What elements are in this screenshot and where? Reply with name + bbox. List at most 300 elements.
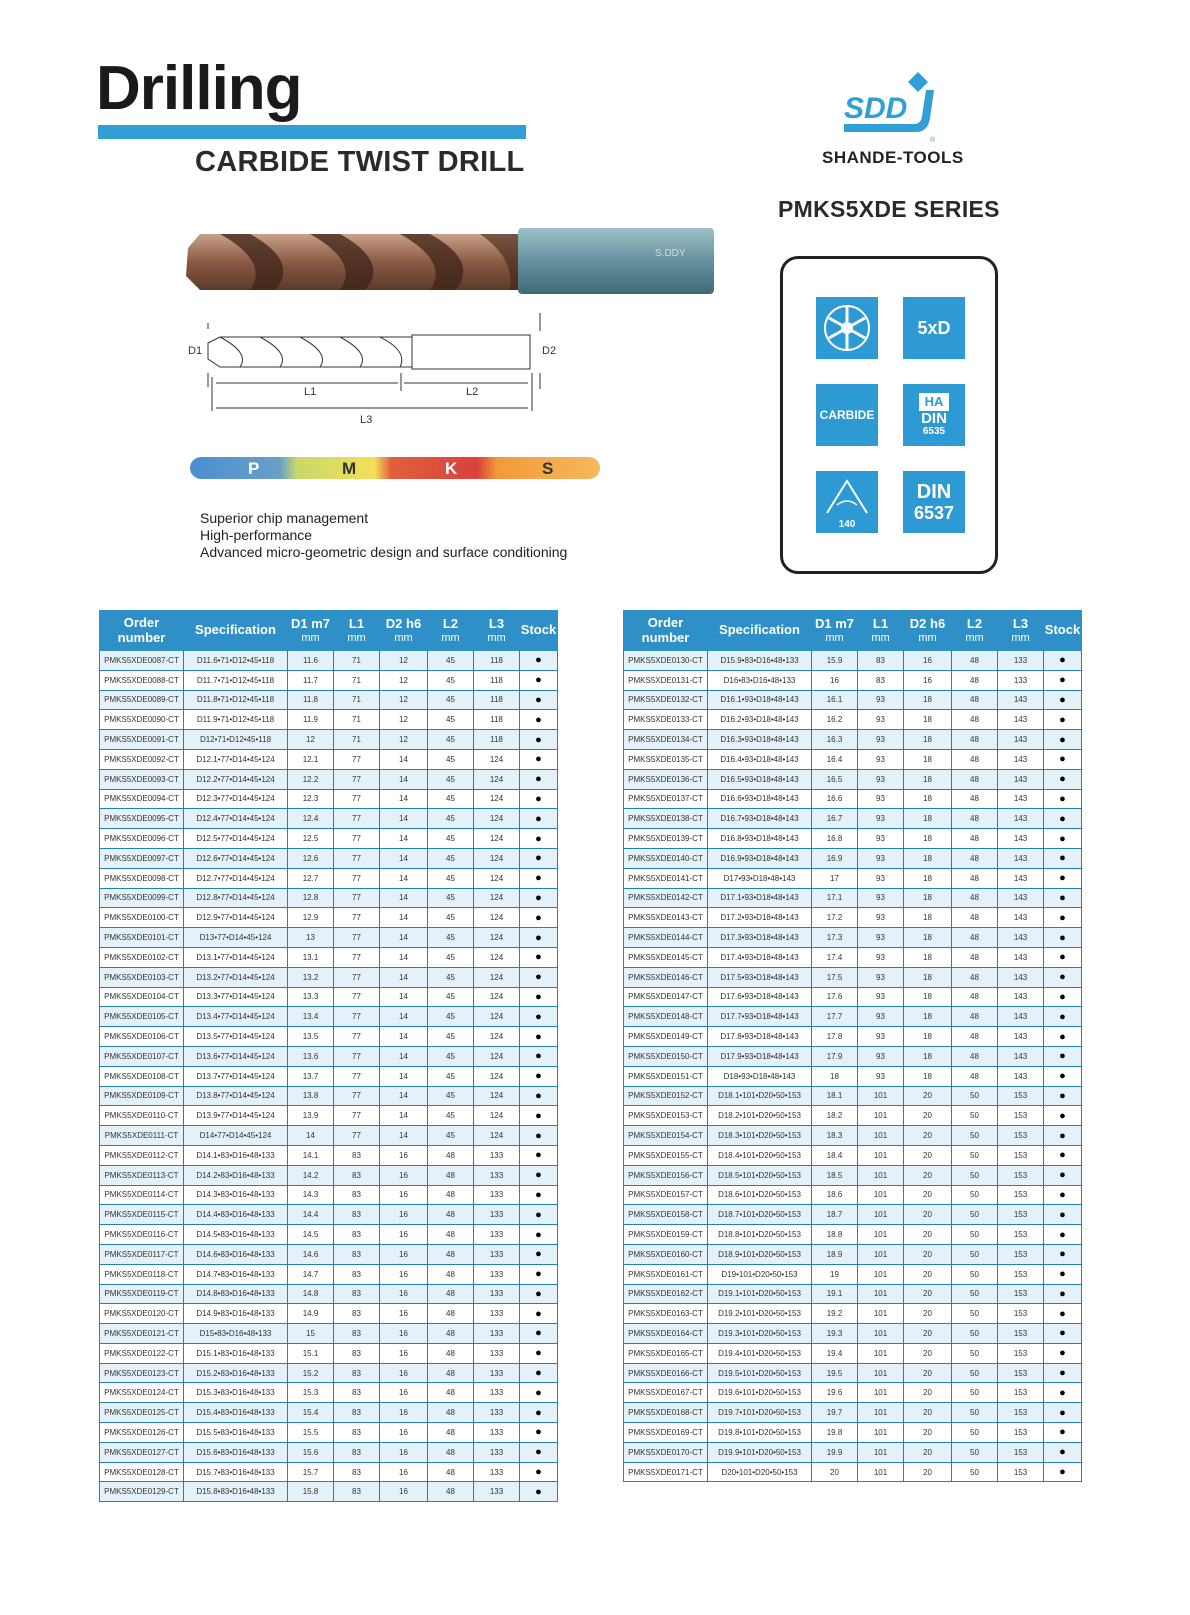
d2-cell: 20 [904, 1225, 952, 1245]
material-bar [190, 457, 600, 481]
stock-indicator: ● [520, 1403, 558, 1423]
stock-indicator: ● [1044, 1304, 1082, 1324]
stock-indicator: ● [520, 1106, 558, 1126]
d2-cell: 16 [380, 1324, 428, 1344]
order-number-cell: PMKS5XDE0113-CT [100, 1165, 184, 1185]
l1-cell: 93 [858, 928, 904, 948]
stock-indicator: ● [1044, 848, 1082, 868]
table-row [624, 710, 1082, 730]
feature-list [200, 510, 567, 561]
l1-cell: 101 [858, 1225, 904, 1245]
d1-cell: 19.5 [812, 1363, 858, 1383]
order-number-cell: PMKS5XDE0140-CT [624, 848, 708, 868]
order-number-cell: PMKS5XDE0156-CT [624, 1165, 708, 1185]
l2-cell: 45 [428, 868, 474, 888]
point-angle-value: 140 [838, 519, 856, 530]
order-number-cell: PMKS5XDE0164-CT [624, 1324, 708, 1344]
l3-cell: 143 [998, 749, 1044, 769]
d2-cell: 14 [380, 1046, 428, 1066]
l2-cell: 45 [428, 947, 474, 967]
col-d1-label: D1 m7 [814, 616, 855, 632]
stock-indicator: ● [1044, 1225, 1082, 1245]
l3-cell: 124 [474, 1086, 520, 1106]
col-unit: mm [1011, 631, 1030, 644]
d1-cell: 15.9 [812, 651, 858, 671]
col-unit: mm [347, 631, 366, 644]
page-subtitle: CARBIDE TWIST DRILL [195, 146, 525, 178]
l3-cell: 133 [474, 1264, 520, 1284]
stock-indicator: ● [1044, 868, 1082, 888]
d2-cell: 18 [904, 848, 952, 868]
order-number-cell: PMKS5XDE0141-CT [624, 868, 708, 888]
l2-cell: 50 [952, 1244, 998, 1264]
ha-din-number: 6535 [922, 426, 946, 437]
l3-cell: 133 [474, 1363, 520, 1383]
l3-cell: 133 [474, 1304, 520, 1324]
d2-cell: 20 [904, 1284, 952, 1304]
brand-logo [838, 70, 948, 145]
l2-cell: 48 [952, 670, 998, 690]
stock-indicator: ● [1044, 1066, 1082, 1086]
l2-cell: 48 [428, 1185, 474, 1205]
l3-label: L3 [360, 414, 373, 426]
col-l1 [858, 611, 904, 651]
l2-cell: 50 [952, 1126, 998, 1146]
specification-cell: D14.7•83•D16•48•133 [184, 1264, 288, 1284]
specification-cell: D17.5•93•D18•48•143 [708, 967, 812, 987]
l2-cell: 48 [428, 1244, 474, 1264]
l1-cell: 83 [334, 1442, 380, 1462]
l1-cell: 83 [334, 1165, 380, 1185]
specification-cell: D11.7•71•D12•45•118 [184, 670, 288, 690]
d1-cell: 15.2 [288, 1363, 334, 1383]
d2-cell: 18 [904, 908, 952, 928]
table-row [100, 749, 558, 769]
stock-indicator: ● [1044, 789, 1082, 809]
stock-indicator: ● [1044, 1145, 1082, 1165]
order-number-cell: PMKS5XDE0146-CT [624, 967, 708, 987]
col-unit: mm [394, 631, 413, 644]
stock-indicator: ● [1044, 928, 1082, 948]
stock-indicator: ● [520, 1185, 558, 1205]
l3-cell: 143 [998, 928, 1044, 948]
d1-cell: 19 [812, 1264, 858, 1284]
l1-cell: 83 [334, 1324, 380, 1344]
specification-cell: D14.3•83•D16•48•133 [184, 1185, 288, 1205]
l1-cell: 93 [858, 1007, 904, 1027]
order-number-cell: PMKS5XDE0099-CT [100, 888, 184, 908]
stock-indicator: ● [520, 1304, 558, 1324]
table-row [100, 1423, 558, 1443]
order-number-cell: PMKS5XDE0159-CT [624, 1225, 708, 1245]
l2-cell: 50 [952, 1106, 998, 1126]
specification-cell: D16.6•93•D18•48•143 [708, 789, 812, 809]
stock-indicator: ● [1044, 1264, 1082, 1284]
l3-cell: 133 [474, 1205, 520, 1225]
d1-cell: 13.3 [288, 987, 334, 1007]
l1-cell: 83 [858, 670, 904, 690]
d1-cell: 11.8 [288, 690, 334, 710]
page-title: Drilling [96, 54, 302, 123]
l1-cell: 71 [334, 651, 380, 671]
order-number-cell: PMKS5XDE0123-CT [100, 1363, 184, 1383]
table-row [100, 1482, 558, 1502]
specification-cell: D14.4•83•D16•48•133 [184, 1205, 288, 1225]
table-row [100, 651, 558, 671]
l1-cell: 101 [858, 1185, 904, 1205]
stock-indicator: ● [520, 1126, 558, 1146]
l3-cell: 153 [998, 1442, 1044, 1462]
order-number-cell: PMKS5XDE0143-CT [624, 908, 708, 928]
order-number-cell: PMKS5XDE0139-CT [624, 829, 708, 849]
order-number-cell: PMKS5XDE0170-CT [624, 1442, 708, 1462]
table-row [100, 1324, 558, 1344]
specification-cell: D17.6•93•D18•48•143 [708, 987, 812, 1007]
l2-cell: 45 [428, 888, 474, 908]
l3-cell: 143 [998, 947, 1044, 967]
table-row [100, 967, 558, 987]
l3-cell: 133 [474, 1403, 520, 1423]
specification-cell: D16•83•D16•48•133 [708, 670, 812, 690]
d1-cell: 13.7 [288, 1066, 334, 1086]
stock-indicator: ● [1044, 1442, 1082, 1462]
l1-cell: 101 [858, 1304, 904, 1324]
order-number-cell: PMKS5XDE0138-CT [624, 809, 708, 829]
l1-cell: 93 [858, 848, 904, 868]
l1-cell: 77 [334, 1126, 380, 1146]
table-row [100, 1066, 558, 1086]
coolant-icon-graphic [819, 300, 875, 356]
l3-cell: 133 [998, 670, 1044, 690]
d1-cell: 16.5 [812, 769, 858, 789]
l3-cell: 118 [474, 710, 520, 730]
table-row [100, 1284, 558, 1304]
d1-cell: 14.6 [288, 1244, 334, 1264]
l1-cell: 83 [334, 1343, 380, 1363]
table-row [624, 1066, 1082, 1086]
l1-cell: 71 [334, 710, 380, 730]
order-number-cell: PMKS5XDE0161-CT [624, 1264, 708, 1284]
specification-cell: D15.4•83•D16•48•133 [184, 1403, 288, 1423]
l2-cell: 45 [428, 987, 474, 1007]
d1-cell: 17.2 [812, 908, 858, 928]
d2-cell: 14 [380, 987, 428, 1007]
col-l2 [952, 611, 998, 651]
l1-cell: 93 [858, 868, 904, 888]
l2-cell: 48 [952, 848, 998, 868]
table-row [624, 1423, 1082, 1443]
length-5xd-icon: 5xD [903, 297, 965, 359]
order-number-cell: PMKS5XDE0169-CT [624, 1423, 708, 1443]
specification-cell: D15.3•83•D16•48•133 [184, 1383, 288, 1403]
l3-cell: 153 [998, 1244, 1044, 1264]
table-row [624, 987, 1082, 1007]
l3-cell: 143 [998, 868, 1044, 888]
l2-cell: 48 [952, 1027, 998, 1047]
stock-indicator: ● [1044, 809, 1082, 829]
d2-cell: 18 [904, 1066, 952, 1086]
l3-cell: 153 [998, 1423, 1044, 1443]
stock-indicator: ● [1044, 1423, 1082, 1443]
stock-indicator: ● [520, 1284, 558, 1304]
order-number-cell: PMKS5XDE0111-CT [100, 1126, 184, 1146]
l1-cell: 77 [334, 789, 380, 809]
specification-cell: D18.1•101•D20•50•153 [708, 1086, 812, 1106]
l2-cell: 50 [952, 1363, 998, 1383]
stock-indicator: ● [520, 670, 558, 690]
order-number-cell: PMKS5XDE0121-CT [100, 1324, 184, 1344]
l3-cell: 153 [998, 1145, 1044, 1165]
l1-cell: 77 [334, 1086, 380, 1106]
specification-cell: D14.9•83•D16•48•133 [184, 1304, 288, 1324]
order-number-cell: PMKS5XDE0090-CT [100, 710, 184, 730]
l2-cell: 45 [428, 789, 474, 809]
table-row [100, 829, 558, 849]
stock-indicator: ● [1044, 987, 1082, 1007]
d2-cell: 20 [904, 1165, 952, 1185]
l2-cell: 48 [952, 1046, 998, 1066]
specification-cell: D16.3•93•D18•48•143 [708, 730, 812, 750]
stock-indicator: ● [520, 789, 558, 809]
l3-cell: 143 [998, 967, 1044, 987]
d2-cell: 14 [380, 928, 428, 948]
d2-cell: 18 [904, 947, 952, 967]
order-number-cell: PMKS5XDE0118-CT [100, 1264, 184, 1284]
l2-cell: 48 [428, 1304, 474, 1324]
l3-cell: 143 [998, 848, 1044, 868]
l2-cell: 45 [428, 769, 474, 789]
d2-cell: 16 [380, 1165, 428, 1185]
d1-cell: 15 [288, 1324, 334, 1344]
l3-cell: 118 [474, 670, 520, 690]
order-number-cell: PMKS5XDE0109-CT [100, 1086, 184, 1106]
l2-cell: 45 [428, 809, 474, 829]
table-row [100, 1205, 558, 1225]
l2-cell: 48 [952, 829, 998, 849]
specification-cell: D18.8•101•D20•50•153 [708, 1225, 812, 1245]
specification-cell: D19.7•101•D20•50•153 [708, 1403, 812, 1423]
table-row [100, 1462, 558, 1482]
d2-cell: 18 [904, 1046, 952, 1066]
l2-cell: 45 [428, 651, 474, 671]
l3-cell: 153 [998, 1165, 1044, 1185]
drill-shank [518, 228, 714, 294]
d2-cell: 14 [380, 1086, 428, 1106]
d1-cell: 19.4 [812, 1343, 858, 1363]
l1-cell: 83 [334, 1225, 380, 1245]
d2-cell: 18 [904, 868, 952, 888]
col-order-number: Order number [100, 611, 184, 651]
drawing-shank-outline [412, 335, 530, 369]
order-number-cell: PMKS5XDE0115-CT [100, 1205, 184, 1225]
l1-cell: 93 [858, 809, 904, 829]
stock-indicator: ● [1044, 1126, 1082, 1146]
l1-cell: 77 [334, 749, 380, 769]
table-row [624, 1165, 1082, 1185]
table-row [100, 868, 558, 888]
l3-cell: 124 [474, 809, 520, 829]
l1-cell: 83 [334, 1244, 380, 1264]
l3-cell: 153 [998, 1126, 1044, 1146]
order-number-cell: PMKS5XDE0097-CT [100, 848, 184, 868]
d1-cell: 13.9 [288, 1106, 334, 1126]
col-d2 [380, 611, 428, 651]
d2-cell: 16 [380, 1304, 428, 1324]
drill-photo [180, 228, 730, 298]
table-row [624, 1086, 1082, 1106]
l2-cell: 48 [428, 1343, 474, 1363]
order-number-cell: PMKS5XDE0166-CT [624, 1363, 708, 1383]
d1-cell: 15.3 [288, 1383, 334, 1403]
d1-cell: 14.2 [288, 1165, 334, 1185]
table-row [624, 947, 1082, 967]
l3-cell: 118 [474, 690, 520, 710]
specification-cell: D14.1•83•D16•48•133 [184, 1145, 288, 1165]
col-unit: mm [965, 631, 984, 644]
specification-cell: D15.7•83•D16•48•133 [184, 1462, 288, 1482]
table-row [100, 1027, 558, 1047]
d2-cell: 16 [380, 1383, 428, 1403]
d1-cell: 15.6 [288, 1442, 334, 1462]
d2-cell: 20 [904, 1304, 952, 1324]
stock-indicator: ● [520, 848, 558, 868]
order-number-cell: PMKS5XDE0095-CT [100, 809, 184, 829]
l3-cell: 143 [998, 1007, 1044, 1027]
l3-cell: 153 [998, 1225, 1044, 1245]
specification-cell: D18.2•101•D20•50•153 [708, 1106, 812, 1126]
l1-cell: 77 [334, 1007, 380, 1027]
material-p: P [248, 459, 260, 478]
d1-cell: 17.6 [812, 987, 858, 1007]
d1-cell: 14.9 [288, 1304, 334, 1324]
l2-cell: 50 [952, 1086, 998, 1106]
order-number-cell: PMKS5XDE0087-CT [100, 651, 184, 671]
specification-cell: D11.8•71•D12•45•118 [184, 690, 288, 710]
l1-cell: 77 [334, 829, 380, 849]
l2-cell: 48 [952, 987, 998, 1007]
l3-cell: 133 [474, 1383, 520, 1403]
l3-cell: 133 [474, 1482, 520, 1502]
l3-cell: 133 [998, 651, 1044, 671]
l2-cell: 48 [952, 690, 998, 710]
table-row [624, 690, 1082, 710]
stock-indicator: ● [1044, 1106, 1082, 1126]
d2-cell: 16 [380, 1185, 428, 1205]
stock-indicator: ● [1044, 1363, 1082, 1383]
col-d2-label: D2 h6 [385, 616, 422, 632]
col-unit: mm [918, 631, 937, 644]
drawing-body-outline [208, 337, 412, 367]
l3-cell: 124 [474, 1106, 520, 1126]
l3-cell: 153 [998, 1324, 1044, 1344]
specification-cell: D12.8•77•D14•45•124 [184, 888, 288, 908]
table-row [100, 1442, 558, 1462]
l3-cell: 143 [998, 789, 1044, 809]
order-number-cell: PMKS5XDE0153-CT [624, 1106, 708, 1126]
l2-cell: 48 [952, 769, 998, 789]
table-row [624, 1185, 1082, 1205]
l2-cell: 45 [428, 710, 474, 730]
order-number-cell: PMKS5XDE0120-CT [100, 1304, 184, 1324]
d2-cell: 16 [380, 1442, 428, 1462]
d1-cell: 12.1 [288, 749, 334, 769]
specification-cell: D15•83•D16•48•133 [184, 1324, 288, 1344]
d2-cell: 20 [904, 1205, 952, 1225]
order-number-cell: PMKS5XDE0144-CT [624, 928, 708, 948]
stock-indicator: ● [520, 1205, 558, 1225]
l3-cell: 124 [474, 947, 520, 967]
d1-cell: 20 [812, 1462, 858, 1482]
specification-cell: D19.9•101•D20•50•153 [708, 1442, 812, 1462]
l2-cell: 48 [952, 947, 998, 967]
l2-cell: 48 [952, 908, 998, 928]
d2-cell: 18 [904, 769, 952, 789]
l2-cell: 45 [428, 670, 474, 690]
specification-cell: D12.1•77•D14•45•124 [184, 749, 288, 769]
stock-indicator: ● [520, 1066, 558, 1086]
table-row [624, 868, 1082, 888]
table-row [624, 1324, 1082, 1344]
d2-cell: 16 [380, 1363, 428, 1383]
l3-cell: 143 [998, 769, 1044, 789]
d1-cell: 19.7 [812, 1403, 858, 1423]
specification-cell: D16.7•93•D18•48•143 [708, 809, 812, 829]
order-number-cell: PMKS5XDE0093-CT [100, 769, 184, 789]
d2-cell: 20 [904, 1126, 952, 1146]
specification-cell: D13.4•77•D14•45•124 [184, 1007, 288, 1027]
l2-cell: 50 [952, 1403, 998, 1423]
drill-dimension-drawing [180, 305, 580, 435]
order-number-cell: PMKS5XDE0149-CT [624, 1027, 708, 1047]
d1-cell: 18.7 [812, 1205, 858, 1225]
d1-cell: 18.8 [812, 1225, 858, 1245]
material-m: M [342, 459, 357, 478]
l3-cell: 133 [474, 1145, 520, 1165]
d1-cell: 14 [288, 1126, 334, 1146]
specification-cell: D17.1•93•D18•48•143 [708, 888, 812, 908]
col-l2 [428, 611, 474, 651]
specification-cell: D15.5•83•D16•48•133 [184, 1423, 288, 1443]
d1-cell: 18.9 [812, 1244, 858, 1264]
d2-cell: 18 [904, 1027, 952, 1047]
order-number-cell: PMKS5XDE0147-CT [624, 987, 708, 1007]
table-row [624, 1106, 1082, 1126]
table-row [624, 809, 1082, 829]
d2-cell: 16 [380, 1284, 428, 1304]
table-row [100, 1304, 558, 1324]
l2-cell: 48 [428, 1324, 474, 1344]
order-number-cell: PMKS5XDE0091-CT [100, 730, 184, 750]
specification-cell: D12•71•D12•45•118 [184, 730, 288, 750]
stock-indicator: ● [520, 1442, 558, 1462]
specification-cell: D17.2•93•D18•48•143 [708, 908, 812, 928]
stock-indicator: ● [1044, 690, 1082, 710]
stock-indicator: ● [1044, 1046, 1082, 1066]
d1-cell: 16.6 [812, 789, 858, 809]
col-order-number: Order number [624, 611, 708, 651]
specification-cell: D20•101•D20•50•153 [708, 1462, 812, 1482]
specification-cell: D15.6•83•D16•48•133 [184, 1442, 288, 1462]
table-row [624, 1205, 1082, 1225]
specification-cell: D12.3•77•D14•45•124 [184, 789, 288, 809]
specification-cell: D13.6•77•D14•45•124 [184, 1046, 288, 1066]
specification-cell: D15.1•83•D16•48•133 [184, 1343, 288, 1363]
l1-cell: 77 [334, 987, 380, 1007]
material-k: K [445, 459, 458, 478]
stock-indicator: ● [520, 1482, 558, 1502]
stock-indicator: ● [520, 651, 558, 671]
l3-cell: 133 [474, 1244, 520, 1264]
